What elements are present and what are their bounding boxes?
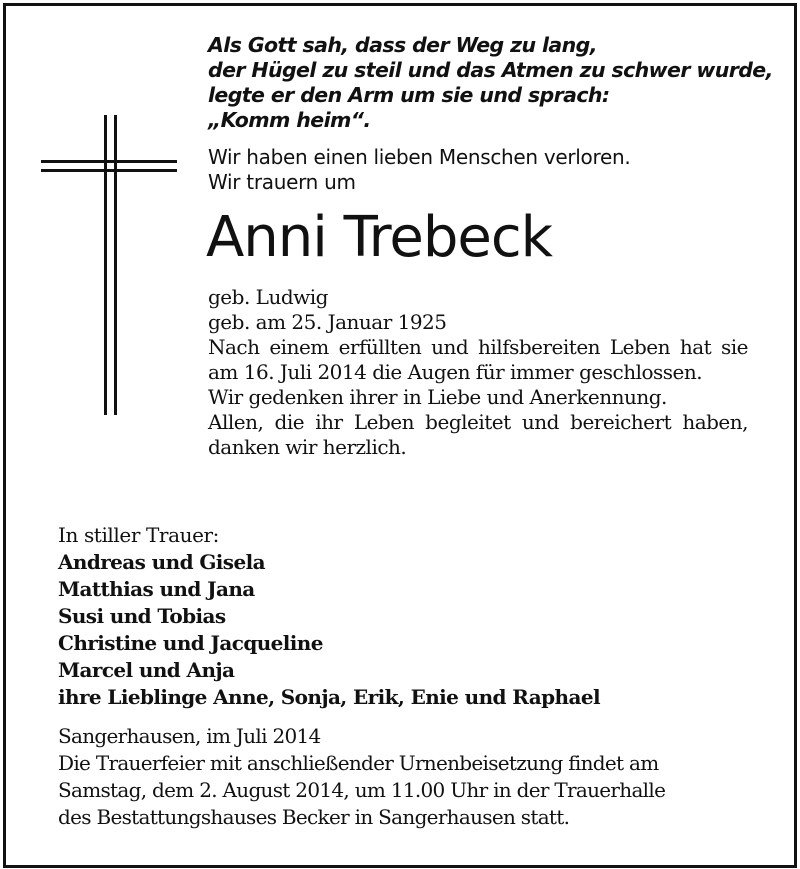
ceremony-line: Samstag, dem 2. August 2014, um 11.00 Uhr in der Trauerhalle: [58, 778, 666, 802]
motto-line: der Hügel zu steil und das Atmen zu schwer wurde,: [208, 58, 773, 82]
mourner-entry: Susi und Tobias: [58, 604, 226, 628]
ceremony-info: [58, 723, 768, 831]
intro-line: Wir haben einen lieben Menschen verloren.: [208, 145, 631, 169]
mourner-entry: ihre Lieblinge Anne, Sonja, Erik, Enie und Raphael: [58, 685, 600, 709]
birth-date: geb. am 25. Januar 1925: [208, 310, 447, 334]
mourner-entry: Christine und Jacqueline: [58, 631, 323, 655]
remembrance-text: Wir gedenken ihrer in Liebe und Anerkennung.: [208, 385, 667, 409]
birth-name: geb. Ludwig: [208, 285, 328, 309]
mourner-entry: Matthias und Jana: [58, 577, 255, 601]
place-date: Sangerhausen, im Juli 2014: [58, 724, 321, 748]
life-text: Nach einem erfüllten und hilfsbereiten Leben hat sie am 16. Juli 2014 die Augen für immer geschlossen.: [208, 335, 748, 384]
mourners-section: [58, 522, 758, 711]
mourning-label: In stiller Trauer:: [58, 523, 220, 547]
ceremony-line: des Bestattungshauses Becker in Sangerhausen statt.: [58, 805, 570, 829]
deceased-details: [208, 285, 748, 460]
ceremony-line: Die Trauerfeier mit anschließender Urnenbeisetzung findet am: [58, 751, 659, 775]
intro-line: Wir trauern um: [208, 170, 356, 194]
deceased-name: Anni Trebeck: [206, 205, 553, 270]
mourner-entry: Andreas und Gisela: [58, 550, 265, 574]
motto-line: Als Gott sah, dass der Weg zu lang,: [208, 33, 597, 57]
motto-line: „Komm heim“.: [208, 108, 371, 132]
motto-line: legte er den Arm um sie und sprach:: [208, 83, 610, 107]
mourner-entry: Marcel und Anja: [58, 658, 235, 682]
intro-text: [208, 145, 630, 195]
thanks-text: Allen, die ihr Leben begleitet und bereichert haben, danken wir herzlich.: [208, 410, 748, 459]
motto-verse: [208, 33, 788, 133]
